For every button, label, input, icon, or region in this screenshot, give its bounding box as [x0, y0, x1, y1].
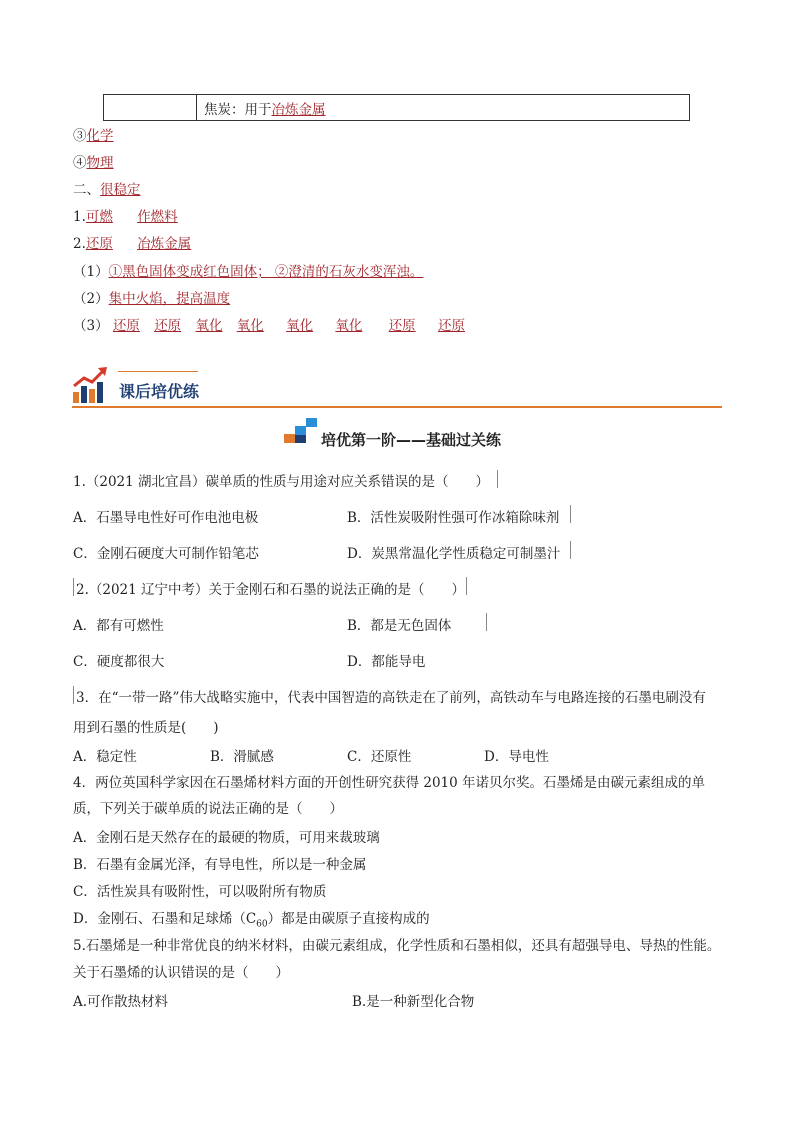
- answer-part-1: （1）①黑色固体变成红色固体； ②澄清的石灰水变浑浊。: [73, 264, 424, 280]
- answer-table-row: [103, 94, 690, 121]
- answer-part-3: （3） 还原 还原 氧化 氧化 氧化 氧化 还原 还原: [73, 318, 465, 334]
- q5-option-b: B.是一种新型化合物: [352, 994, 475, 1010]
- q1-stem: 1.（2021 湖北宜昌）碳单质的性质与用途对应关系错误的是（ ）: [73, 474, 490, 490]
- answer-part-2: （2）集中火焰，提高温度: [73, 291, 231, 307]
- answer-section-2: 二、很稳定: [73, 182, 141, 198]
- sub-header-title: 培优第一阶——基础过关练: [321, 431, 502, 449]
- table-text-cell: [204, 98, 326, 118]
- q1-option-c: C．金刚石硬度大可制作铅笔芯: [73, 546, 259, 562]
- q4-option-b: B．石墨有金属光泽，有导电性，所以是一种金属: [73, 857, 367, 873]
- q1-option-a: A．石墨导电性好可作电池电极: [73, 510, 259, 526]
- q3-option-a: A．稳定性: [73, 749, 137, 765]
- table-text: 焦炭：用于: [204, 102, 272, 118]
- answer-line-1: 1.可燃 作燃料: [73, 209, 178, 225]
- answer-item-3: ③化学: [73, 128, 114, 144]
- table-answer: 冶炼金属: [271, 102, 326, 118]
- marker-bar: [570, 505, 571, 523]
- answer-line-2: 2.还原 冶炼金属: [73, 236, 192, 252]
- answer-item-4: ④物理: [73, 155, 114, 171]
- marker-bar: [73, 578, 74, 596]
- q2-option-c: C．硬度都很大: [73, 654, 165, 670]
- marker-bar: [73, 686, 74, 704]
- q5-stem-line1: 5.石墨烯是一种非常优良的纳米材料，由碳元素组成，化学性质和石墨相似，还具有超强导电、导热的性能。: [73, 938, 721, 954]
- marker-bar: [570, 541, 571, 559]
- marker-bar: [497, 470, 498, 488]
- section-header-title: 课后培优练: [119, 382, 200, 401]
- q3-stem-line2: 用到石墨的性质是( ): [73, 720, 219, 736]
- q1-option-d: D．炭黑常温化学性质稳定可制墨汁: [347, 546, 561, 562]
- q2-stem: 2.（2021 辽宁中考）关于金刚石和石墨的说法正确的是（ ）: [76, 582, 466, 598]
- q2-option-b: B．都是无色固体: [347, 618, 452, 634]
- q3-option-b: B．滑腻感: [210, 749, 274, 765]
- marker-bar: [486, 613, 487, 631]
- header-top-rule: [118, 371, 198, 372]
- q4-stem-line1: 4．两位英国科学家因在石墨烯材料方面的开创性研究获得 2010 年诺贝尔奖。石墨烯是由碳元素组成的单: [73, 775, 706, 791]
- q2-option-d: D．都能导电: [347, 654, 426, 670]
- q3-stem-line1: 3．在“一带一路”伟大战略实施中，代表中国智造的高铁走在了前列，高铁动车与电路连接的石墨电刷没有: [76, 690, 706, 706]
- q4-stem-line2: 质，下列关于碳单质的说法正确的是（ ）: [73, 801, 343, 817]
- chart-growth-icon: [72, 366, 110, 404]
- q4-option-c: C．活性炭具有吸附性，可以吸附所有物质: [73, 884, 327, 900]
- q1-option-b: B．活性炭吸附性强可作冰箱除味剂: [347, 510, 560, 526]
- q4-option-a: A．金刚石是天然存在的最硬的物质，可用来裁玻璃: [73, 830, 380, 846]
- q2-option-a: A．都有可燃性: [73, 618, 164, 634]
- steps-icon: [284, 418, 318, 444]
- q3-option-c: C．还原性: [347, 749, 412, 765]
- header-rule: [72, 406, 722, 408]
- table-empty-cell: [104, 95, 197, 120]
- q3-option-d: D．导电性: [484, 749, 549, 765]
- marker-bar: [466, 577, 467, 595]
- q5-stem-line2: 关于石墨烯的认识错误的是（ ）: [73, 965, 289, 981]
- q5-option-a: A.可作散热材料: [73, 994, 169, 1010]
- q4-option-d: D．金刚石、石墨和足球烯$(C_{60})$都是由碳原子直接构成的: [73, 911, 430, 930]
